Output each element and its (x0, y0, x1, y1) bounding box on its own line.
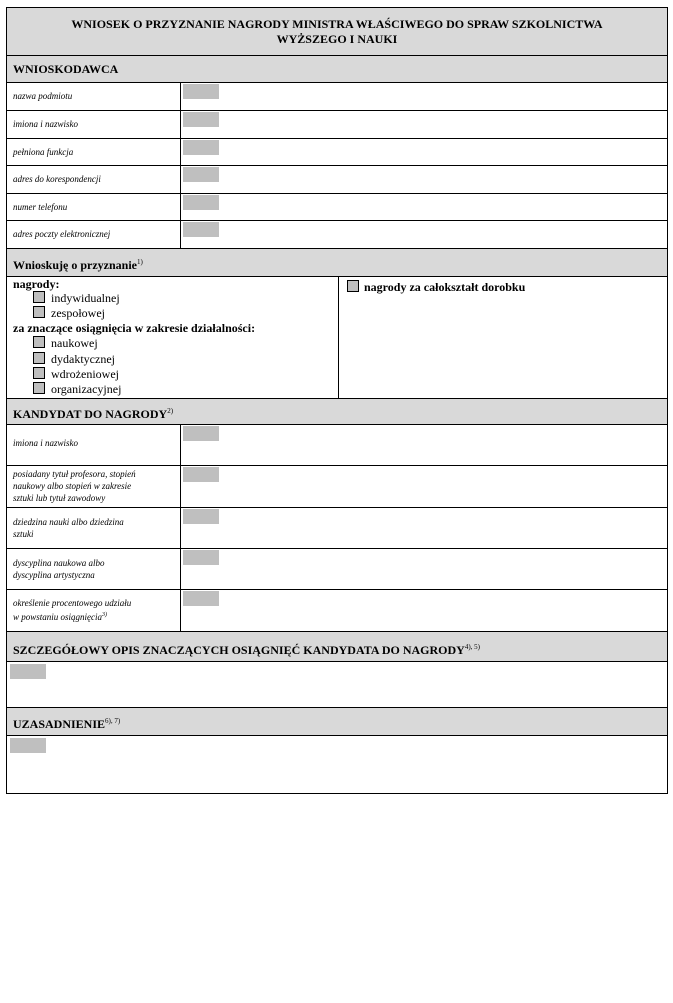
label-scientific: naukowej (51, 336, 98, 350)
phone-input[interactable] (183, 195, 219, 210)
achievements-label: za znaczące osiągnięcia w zakresie działalności: (13, 321, 256, 335)
field-label-contribution-share (7, 590, 181, 631)
field-label-address: adres do korespondencji (7, 166, 181, 193)
label-didactic: dydaktycznej (51, 352, 115, 366)
form-title-line1: WNIOSEK O PRZYZNANIE NAGRODY MINISTRA WŁAŚCIWEGO DO SPRAW SZKOLNICTWA (71, 17, 603, 31)
footnote-ref: 3) (102, 612, 108, 618)
label-line: określenie procentowego udziału (13, 598, 132, 608)
label-line: sztuki lub tytuł zawodowy (13, 493, 106, 503)
label-line: posiadany tytuł profesora, stopień (13, 469, 136, 479)
label-lifetime: nagrody za całokształt dorobku (364, 280, 526, 294)
section-request-header (7, 248, 667, 276)
description-row (7, 661, 667, 707)
candidate-row-field (7, 507, 667, 548)
section-justification-header (7, 707, 667, 735)
footnote-ref: 6), 7) (105, 717, 121, 725)
applicant-row-email (7, 220, 667, 248)
contribution-share-input[interactable] (183, 591, 219, 606)
applicant-row-address (7, 165, 667, 193)
field-label-entity-name: nazwa podmiotu (7, 83, 181, 110)
field-label-applicant-name: imiona i nazwisko (7, 111, 181, 138)
checkbox-implementation[interactable] (33, 367, 45, 379)
candidate-row-discipline (7, 548, 667, 589)
field-label-email: adres poczty elektronicznej (7, 221, 181, 248)
field-label-candidate-name (7, 425, 181, 465)
section-applicant-header (7, 55, 667, 82)
checkbox-scientific[interactable] (33, 336, 45, 348)
candidate-row-share (7, 589, 667, 631)
section-justification-title: UZASADNIENIE (13, 717, 106, 731)
footnote-ref: 2) (167, 407, 174, 415)
label-text: w powstaniu osiągnięcia (13, 612, 103, 622)
label-line: sztuki (13, 529, 34, 539)
label-line (13, 609, 180, 623)
applicant-row-function (7, 138, 667, 165)
footnote-ref: 1) (137, 258, 143, 266)
label-line: naukowy albo stopień w zakresie (13, 481, 132, 491)
field-label-function: pełniona funkcja (7, 139, 181, 165)
applicant-name-input[interactable] (183, 112, 219, 127)
field-label-academic-title (7, 466, 181, 507)
checkbox-organizational[interactable] (33, 382, 45, 394)
checkbox-lifetime[interactable] (347, 280, 359, 292)
applicant-row-entity (7, 82, 667, 110)
footnote-ref: 4), 5) (464, 643, 480, 651)
award-type-row (7, 276, 667, 398)
checkbox-team[interactable] (33, 306, 45, 318)
section-description-title: SZCZEGÓŁOWY OPIS ZNACZĄCYCH OSIĄGNIĘĆ KANDYDATA DO NAGRODY (13, 643, 465, 657)
label-line: imiona i nazwisko (13, 438, 79, 448)
candidate-row-name (7, 424, 667, 465)
section-candidate-title: KANDYDAT DO NAGRODY (13, 407, 168, 421)
form-title (7, 8, 667, 55)
label-individual: indywidualnej (51, 291, 120, 305)
checkbox-individual[interactable] (33, 291, 45, 303)
checkbox-didactic[interactable] (33, 352, 45, 364)
email-input[interactable] (183, 222, 219, 237)
application-form (6, 7, 668, 794)
justification-input[interactable] (10, 738, 46, 753)
label-line: dziedzina nauki albo dziedzina (13, 517, 124, 527)
entity-name-input[interactable] (183, 84, 219, 99)
field-label-field-of-science (7, 508, 181, 548)
field-label-phone: numer telefonu (7, 194, 181, 220)
awards-label: nagrody: (13, 277, 60, 291)
field-of-science-input[interactable] (183, 509, 219, 524)
function-input[interactable] (183, 140, 219, 155)
field-label-discipline (7, 549, 181, 589)
candidate-row-title (7, 465, 667, 507)
address-input[interactable] (183, 167, 219, 182)
section-request-title: Wnioskuję o przyznanie (13, 258, 138, 272)
section-applicant-title: WNIOSKODAWCA (13, 62, 119, 76)
label-line: dyscyplina artystyczna (13, 570, 95, 580)
label-team: zespołowej (51, 306, 105, 320)
discipline-input[interactable] (183, 550, 219, 565)
academic-title-input[interactable] (183, 467, 219, 482)
label-organizational: organizacyjnej (51, 382, 122, 396)
label-line: dyscyplina naukowa albo (13, 558, 105, 568)
applicant-row-name (7, 110, 667, 138)
section-description-header (7, 631, 667, 661)
justification-row (7, 735, 667, 793)
label-implementation: wdrożeniowej (51, 367, 119, 381)
description-input[interactable] (10, 664, 46, 679)
section-candidate-header (7, 398, 667, 424)
candidate-name-input[interactable] (183, 426, 219, 441)
award-type-divider (338, 277, 339, 398)
applicant-row-phone (7, 193, 667, 220)
form-title-line2: WYŻSZEGO I NAUKI (276, 32, 398, 46)
